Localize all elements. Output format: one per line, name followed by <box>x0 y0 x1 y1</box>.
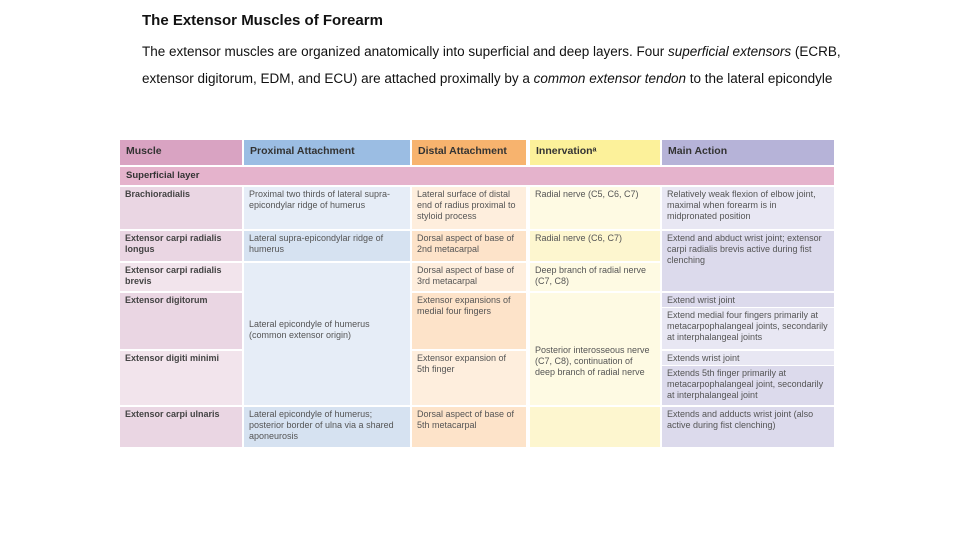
distal-extensor-carpi-ulnaris: Dorsal aspect of base of 5th metacarpal <box>412 407 526 447</box>
header-muscle: Muscle <box>120 140 242 165</box>
page-title: The Extensor Muscles of Forearm <box>142 12 383 29</box>
innervation-extensor-carpi-radialis-longus: Radial nerve (C6, C7) <box>530 231 660 261</box>
header-proximal-attachment: Proximal Attachment <box>244 140 410 165</box>
muscle-extensor-carpi-radialis-brevis: Extensor carpi radialis brevis <box>120 263 242 291</box>
innervation-extensor-carpi-radialis-brevis: Deep branch of radial nerve (C7, C8) <box>530 263 660 291</box>
action-brachioradialis: Relatively weak flexion of elbow joint, maximal when forearm is in midpronated position <box>662 187 834 229</box>
action-extensor-digiti-minimi-wrist: Extends wrist joint <box>662 351 834 365</box>
proximal-common-extensor-origin: Lateral epicondyle of humerus (common extensor origin) <box>244 263 410 405</box>
action-extensor-digitorum-wrist: Extend wrist joint <box>662 293 834 307</box>
distal-extensor-carpi-radialis-brevis: Dorsal aspect of base of 3rd metacarpal <box>412 263 526 291</box>
distal-extensor-carpi-radialis-longus: Dorsal aspect of base of 2nd metacarpal <box>412 231 526 261</box>
innervation-brachioradialis: Radial nerve (C5, C6, C7) <box>530 187 660 229</box>
muscle-extensor-carpi-radialis-longus: Extensor carpi radialis longus <box>120 231 242 261</box>
distal-extensor-digitorum: Extensor expansions of medial four fingers <box>412 293 526 349</box>
header-main-action: Main Action <box>662 140 834 165</box>
action-extensor-digitorum-fingers: Extend medial four fingers primarily at metacarpophalangeal joints, secondarily at interphalangeal joints <box>662 308 834 349</box>
proximal-extensor-carpi-ulnaris: Lateral epicondyle of humerus; posterior border of ulna via a shared aponeurosis <box>244 407 410 447</box>
innervation-posterior-interosseous-nerve: Posterior interosseous nerve (C7, C8), continuation of deep branch of radial nerve <box>530 293 660 405</box>
muscle-brachioradialis: Brachioradialis <box>120 187 242 229</box>
muscle-extensor-digiti-minimi: Extensor digiti minimi <box>120 351 242 405</box>
action-extensor-digiti-minimi-finger: Extends 5th finger primarily at metacarpophalangeal joint, secondarily at interphalangeal joint <box>662 366 834 405</box>
action-extensor-carpi-ulnaris: Extends and adducts wrist joint (also active during fist clenching) <box>662 407 834 447</box>
header-distal-attachment: Distal Attachment <box>412 140 526 165</box>
intro-paragraph: The extensor muscles are organized anatomically into superficial and deep layers. Four superficial extensors (ECRB, extensor digitorum, EDM, and ECU) are attached proximally by a common extensor tendon to the lateral epicondyle <box>142 44 841 86</box>
section-superficial-layer: Superficial layer <box>120 167 834 185</box>
distal-brachioradialis: Lateral surface of distal end of radius proximal to styloid process <box>412 187 526 229</box>
proximal-extensor-carpi-radialis-longus: Lateral supra-epicondylar ridge of humerus <box>244 231 410 261</box>
muscle-extensor-digitorum: Extensor digitorum <box>120 293 242 349</box>
distal-extensor-digiti-minimi: Extensor expansion of 5th finger <box>412 351 526 405</box>
muscle-extensor-carpi-ulnaris: Extensor carpi ulnaris <box>120 407 242 447</box>
proximal-brachioradialis: Proximal two thirds of lateral supra-epicondylar ridge of humerus <box>244 187 410 229</box>
header-innervation: Innervationᵃ <box>530 140 660 165</box>
action-extensor-carpi-radialis: Extend and abduct wrist joint; extensor carpi radialis brevis active during fist clenching <box>662 231 834 291</box>
extensor-muscles-table <box>120 140 834 447</box>
innervation-extensor-carpi-ulnaris <box>530 407 660 447</box>
